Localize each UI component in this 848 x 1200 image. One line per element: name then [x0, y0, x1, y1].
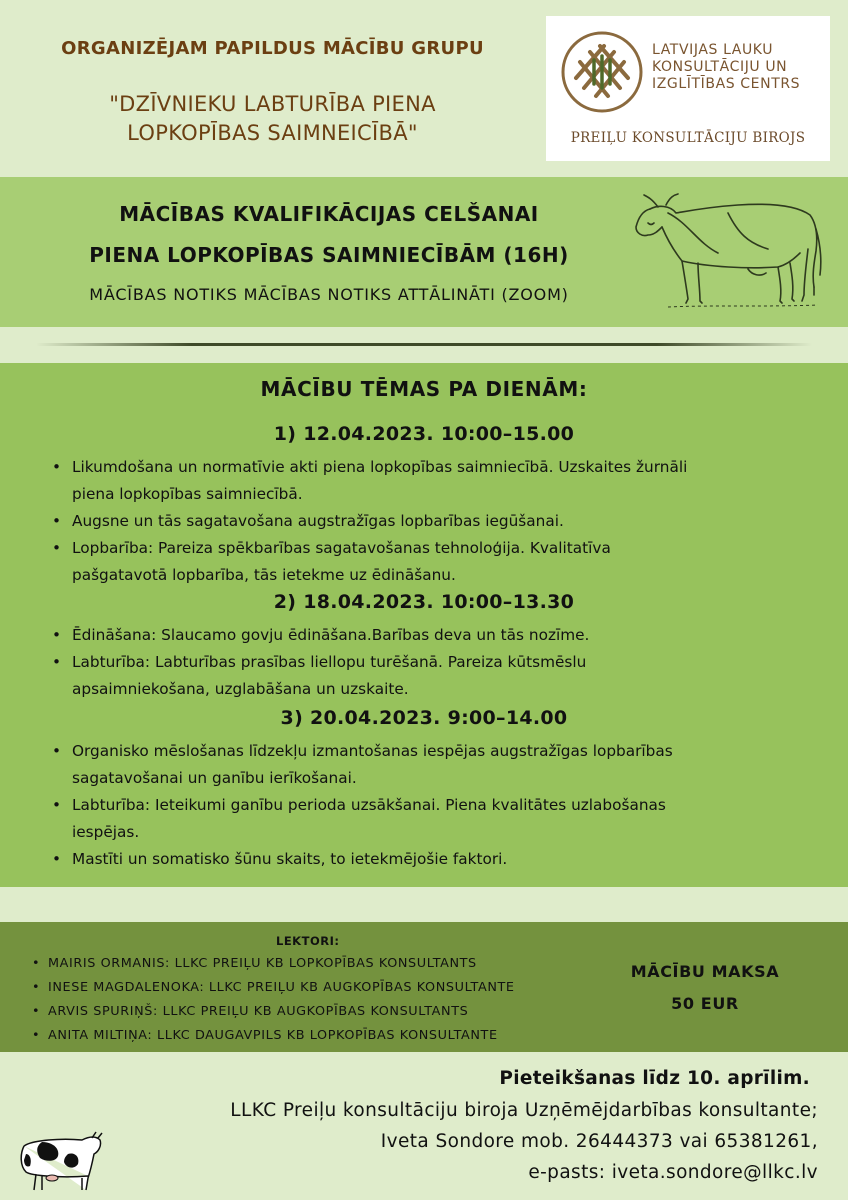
lecturer-item	[32, 952, 515, 976]
contact-email: e-pasts: iveta.sondore@llkc.lv	[528, 1162, 818, 1183]
course-audience: PIENA LOPKOPĪBAS SAIMNIECĪBĀM (16H)	[89, 243, 569, 267]
llkc-emblem-icon	[560, 30, 644, 114]
bullet: •	[52, 850, 62, 868]
registration-deadline: Pieteikšanas līdz 10. aprīlim.	[499, 1068, 810, 1089]
topic-line: piena lopkopības saimniecībā.	[72, 485, 303, 503]
topics-heading: MĀCĪBU TĒMAS PA DIENĀM:	[260, 377, 588, 401]
bullet: •	[32, 1028, 41, 1043]
course-info-band	[0, 177, 848, 327]
topics-section	[0, 363, 848, 887]
topic-line: sagatavošanai un ganību ierīkošanai.	[72, 769, 357, 787]
bullet: •	[32, 1004, 41, 1019]
topic-line: Ēdināšana: Slaucamo govju ēdināšana.Barības deva un tās nozīme.	[72, 626, 590, 644]
logo-line: KONSULTĀCIJU UN	[652, 59, 788, 75]
bullet: •	[52, 539, 62, 557]
lecturers-heading: LEKTORI:	[276, 934, 340, 948]
office-name: PREIĻU KONSULTĀCIJU BIROJS	[570, 130, 806, 146]
day-2-heading: 2) 18.04.2023. 10:00–13.30	[273, 591, 575, 613]
lecturers-list	[32, 952, 515, 1048]
fee-value: 50 EUR	[671, 994, 739, 1013]
fee-label: MĀCĪBU MAKSA	[630, 962, 780, 981]
day-1-topics	[50, 454, 810, 589]
lecturer-text: MAIRIS ORMANIS: LLKC PREIĻU KB LOPKOPĪBAS KONSULTANTS	[48, 956, 477, 971]
list-item	[50, 535, 810, 589]
contact-line: Iveta Sondore mob. 26444373 vai 65381261,	[380, 1131, 818, 1152]
list-item	[50, 508, 810, 535]
lecturer-item	[32, 976, 515, 1000]
lecturer-text: ANITA MILTIŅA: LLKC DAUGAVPILS KB LOPKOPĪBAS KONSULTANTE	[48, 1028, 498, 1043]
lecturers-section	[0, 922, 848, 1052]
day-3-topics	[50, 738, 810, 873]
bullet: •	[32, 956, 41, 971]
logo-line: IZGLĪTĪBAS CENTRS	[652, 76, 801, 92]
course-format: MĀCĪBAS NOTIKS MĀCĪBAS NOTIKS ATTĀLINĀTI (ZOOM)	[89, 285, 569, 304]
logo-wordmark	[652, 42, 800, 93]
topic-line: pašgatavotā lopbarība, tās ietekme uz ēdināšanu.	[72, 566, 456, 584]
topic-line: apsaimniekošana, uzglabāšana un uzskaite.	[72, 680, 409, 698]
organizer-heading: ORGANIZĒJAM PAPILDUS MĀCĪBU GRUPU	[61, 38, 484, 59]
list-item	[50, 738, 810, 792]
day-1-heading: 1) 12.04.2023. 10:00–15.00	[273, 423, 575, 445]
topic-line: Lopbarība: Pareiza spēkbarības sagatavošanas tehnoloģija. Kvalitatīva	[72, 539, 611, 557]
course-title-line: "DZĪVNIEKU LABTURĪBA PIENA	[109, 92, 436, 116]
topic-line: Labturība: Labturības prasības liellopu turēšanā. Pareiza kūtsmēslu	[72, 653, 587, 671]
bullet: •	[52, 512, 62, 530]
lecturer-item	[32, 1000, 515, 1024]
cow-illustration-icon	[628, 183, 824, 317]
topic-line: Organisko mēslošanas līdzekļu izmantošanas iespējas augstražīgas lopbarības	[72, 742, 673, 760]
bullet: •	[52, 742, 62, 760]
topic-line: Labturība: Ieteikumi ganību perioda uzsākšanai. Piena kvalitātes uzlabošanas	[72, 796, 666, 814]
bullet: •	[52, 626, 62, 644]
llkc-logo	[546, 16, 830, 161]
day-2-topics	[50, 622, 810, 703]
logo-line: LATVIJAS LAUKU	[652, 42, 774, 58]
bullet: •	[52, 653, 62, 671]
bullet: •	[52, 796, 62, 814]
course-purpose: MĀCĪBAS KVALIFIKĀCIJAS CELŠANAI	[119, 202, 539, 226]
course-title	[0, 90, 545, 148]
list-item	[50, 454, 810, 508]
course-title-line: LOPKOPĪBAS SAIMNEICĪBĀ"	[127, 121, 418, 145]
bullet: •	[52, 458, 62, 476]
list-item	[50, 846, 810, 873]
lecturer-text: ARVIS SPURIŅŠ: LLKC PREIĻU KB AUGKOPĪBAS KONSULTANTS	[48, 1004, 469, 1019]
bullet: •	[32, 980, 41, 995]
topic-line: Augsne un tās sagatavošana augstražīgas lopbarības iegūšanai.	[72, 512, 564, 530]
lecturer-text: INESE MAGDALENOKA: LLKC PREIĻU KB AUGKOPĪBAS KONSULTANTE	[48, 980, 515, 995]
topic-line: Likumdošana un normatīvie akti piena lopkopības saimniecībā. Uzskaites žurnāli	[72, 458, 688, 476]
lecturer-item	[32, 1024, 515, 1048]
dairy-cow-icon	[12, 1124, 104, 1194]
topic-line: Mastīti un somatisko šūnu skaits, to ietekmējošie faktori.	[72, 850, 508, 868]
list-item	[50, 792, 810, 846]
section-divider	[36, 343, 812, 346]
contact-line: LLKC Preiļu konsultāciju biroja Uzņēmējdarbības konsultante;	[230, 1100, 818, 1121]
day-3-heading: 3) 20.04.2023. 9:00–14.00	[280, 707, 568, 729]
list-item	[50, 649, 810, 703]
topic-line: iespējas.	[72, 823, 140, 841]
list-item	[50, 622, 810, 649]
